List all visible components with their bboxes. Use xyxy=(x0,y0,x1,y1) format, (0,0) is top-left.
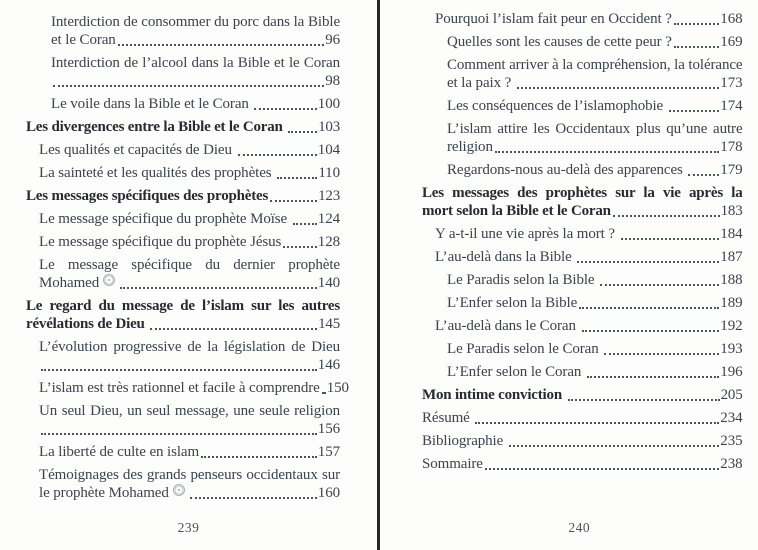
dot-leader xyxy=(277,164,317,179)
toc-entry-text: L’évolution progressive de la législation de Dieu xyxy=(39,339,340,355)
toc-entry xyxy=(447,271,743,289)
toc-entry-text: Un seul Dieu, un seul message, une seule religion xyxy=(39,403,340,419)
toc-entry-text: Le Paradis selon la Bible xyxy=(447,272,599,288)
toc-entry xyxy=(39,256,340,292)
toc-entry xyxy=(39,443,340,461)
dot-leader xyxy=(674,10,720,25)
dot-leader xyxy=(688,161,719,176)
dot-leader xyxy=(669,97,720,112)
toc-entry xyxy=(39,141,340,159)
toc-entry-text: Le Paradis selon le Coran xyxy=(447,341,603,357)
toc-entry-last-line xyxy=(422,409,743,427)
toc-entry xyxy=(447,294,743,312)
dot-leader xyxy=(613,202,720,217)
toc-entries-right xyxy=(422,10,743,473)
toc-entry-last-line xyxy=(422,386,743,404)
toc-entry-text: Bibliographie xyxy=(422,433,507,449)
toc-entry-last-line xyxy=(435,225,743,243)
toc-entry-last-line xyxy=(39,233,340,251)
toc-entry xyxy=(447,33,743,51)
toc-entry-text: Résumé xyxy=(422,410,474,426)
page-left xyxy=(0,0,377,550)
toc-entry-page-ref: 189 xyxy=(720,295,743,311)
toc-entry-page-ref: 128 xyxy=(317,234,340,250)
toc-entry xyxy=(26,118,340,136)
toc-entry xyxy=(51,13,340,49)
dot-leader xyxy=(238,141,317,156)
toc-entry xyxy=(435,225,743,243)
toc-entry-text: et le Coran xyxy=(51,32,116,48)
toc-entry-text: Témoignages des grands penseurs occidentaux sur xyxy=(39,467,340,483)
toc-entry-text: Pourquoi l’islam fait peur en Occident ? xyxy=(435,11,672,27)
toc-entry-last-line xyxy=(39,356,340,374)
toc-entry-last-line xyxy=(26,118,340,136)
toc-entry-text: Les messages des prophètes sur la vie après la xyxy=(422,185,743,201)
dot-leader xyxy=(201,443,317,458)
toc-entry-page-ref: 140 xyxy=(317,275,340,291)
dot-leader xyxy=(118,31,324,46)
page-number-right: 240 xyxy=(568,520,591,535)
toc-entry-text: Les qualités et capacités de Dieu xyxy=(39,142,236,158)
toc-entry-last-line xyxy=(447,97,743,115)
toc-entry-page-ref: 192 xyxy=(720,318,743,334)
toc-entry xyxy=(39,233,340,251)
toc-entry-page-ref: 188 xyxy=(720,272,743,288)
toc-entry-page-ref: 178 xyxy=(720,139,743,155)
toc-entry-last-line xyxy=(26,315,340,333)
toc-entry-page-ref: 100 xyxy=(317,96,340,112)
dot-leader xyxy=(475,409,719,424)
toc-entry-last-line xyxy=(39,164,340,182)
toc-entry-text: Sommaire xyxy=(422,456,483,472)
dot-leader xyxy=(293,210,317,225)
toc-entry-text: Comment arriver à la compréhension, la tolérance xyxy=(447,57,743,73)
toc-entry-text: La liberté de culte en islam xyxy=(39,444,200,460)
toc-entry-text: Regardons-nous au-delà des apparences xyxy=(447,162,687,178)
toc-entry-text: L’Enfer selon le Coran xyxy=(447,364,585,380)
toc-entry-last-line xyxy=(447,363,743,381)
toc-entry xyxy=(447,363,743,381)
toc-entry xyxy=(39,402,340,438)
dot-leader xyxy=(604,340,719,355)
pbuh-symbol-icon xyxy=(103,274,115,286)
toc-entry-page-ref: 169 xyxy=(720,34,743,50)
toc-entry xyxy=(435,10,743,28)
toc-entry-last-line xyxy=(447,74,743,92)
dot-leader xyxy=(568,386,720,401)
toc-entry xyxy=(422,409,743,427)
toc-entry-last-line xyxy=(39,141,340,159)
toc-entry-last-line xyxy=(39,274,340,292)
toc-entry xyxy=(39,379,349,397)
toc-entry-page-ref: 150 xyxy=(326,380,349,396)
toc-entry-text: Les conséquences de l’islamophobie xyxy=(447,98,667,114)
toc-entry xyxy=(39,164,340,182)
toc-entry-last-line xyxy=(422,202,743,220)
dot-leader xyxy=(288,118,317,133)
toc-entry-page-ref: 103 xyxy=(318,119,340,135)
toc-entry xyxy=(422,432,743,450)
toc-entry-text: mort selon la Bible et le Coran xyxy=(422,203,611,219)
dot-leader xyxy=(509,432,719,447)
toc-entry xyxy=(26,297,340,333)
toc-entry-last-line xyxy=(435,10,743,28)
toc-entry-text: Le regard du message de l’islam sur les autres xyxy=(26,298,340,314)
toc-entry-text: L’islam est très rationnel et facile à comprendre xyxy=(39,380,320,396)
toc-entry xyxy=(26,187,340,205)
toc-entry-text: Le message spécifique du prophète Jésus xyxy=(39,234,282,250)
toc-entry-text: L’Enfer selon la Bible xyxy=(447,295,578,311)
toc-entry xyxy=(447,161,743,179)
dot-leader xyxy=(587,363,719,378)
toc-entry-text: Le message spécifique du dernier prophète xyxy=(39,257,340,273)
toc-entry xyxy=(51,54,340,90)
toc-entry-last-line xyxy=(39,443,340,461)
dot-leader xyxy=(283,233,317,248)
toc-entry-last-line xyxy=(39,210,340,228)
dot-leader xyxy=(150,315,317,330)
toc-entry-page-ref: 123 xyxy=(318,188,340,204)
toc-entry-page-ref: 96 xyxy=(325,32,340,48)
pbuh-symbol-icon xyxy=(173,484,185,496)
dot-leader xyxy=(495,138,719,153)
toc-entry-page-ref: 174 xyxy=(720,98,743,114)
toc-entry-last-line xyxy=(447,271,743,289)
toc-entry-text: Y a-t-il une vie après la mort ? xyxy=(435,226,619,242)
toc-entry-text: La sainteté et les qualités des prophètes xyxy=(39,165,276,181)
toc-entry-page-ref: 124 xyxy=(317,211,340,227)
toc-entry-text: Quelles sont les causes de cette peur ? xyxy=(447,34,672,50)
toc-entry-page-ref: 179 xyxy=(720,162,743,178)
dot-leader xyxy=(579,294,719,309)
toc-entry-page-ref: 156 xyxy=(317,421,340,437)
dot-leader xyxy=(41,420,317,435)
toc-entry-page-ref: 238 xyxy=(720,456,743,472)
toc-entry xyxy=(447,120,743,156)
dot-leader xyxy=(53,72,324,87)
dot-leader xyxy=(600,271,719,286)
toc-entry-page-ref: 145 xyxy=(318,316,340,332)
toc-entry-page-ref: 160 xyxy=(317,485,340,501)
toc-entry-text: Le voile dans la Bible et le Coran xyxy=(51,96,253,112)
toc-entry xyxy=(447,97,743,115)
toc-entry-text: Mon intime conviction xyxy=(422,387,566,403)
toc-entry xyxy=(51,95,340,113)
toc-entry-page-ref: 110 xyxy=(318,165,340,181)
toc-entry-last-line xyxy=(435,248,743,266)
toc-entry-text: Mohamed xyxy=(39,275,100,291)
dot-leader xyxy=(322,379,326,394)
toc-entry-page-ref: 168 xyxy=(720,11,743,27)
toc-entry-text: le prophète Mohamed xyxy=(39,485,169,501)
toc-entry-text: L’islam attire les Occidentaux plus qu’une autre xyxy=(447,121,743,137)
toc-entry xyxy=(435,248,743,266)
toc-entry-last-line xyxy=(51,72,340,90)
toc-entry-last-line xyxy=(39,484,340,502)
toc-entry-page-ref: 187 xyxy=(720,249,743,265)
toc-entry-last-line xyxy=(447,294,743,312)
toc-entry-last-line xyxy=(447,33,743,51)
toc-entry-page-ref: 196 xyxy=(720,364,743,380)
toc-entry-page-ref: 234 xyxy=(720,410,743,426)
toc-entry-text: et la paix ? xyxy=(447,75,515,91)
dot-leader xyxy=(254,95,316,110)
dot-leader xyxy=(41,356,317,371)
dot-leader xyxy=(582,317,720,332)
toc-entry-text: Les messages spécifiques des prophètes xyxy=(26,188,269,204)
toc-entry-last-line xyxy=(447,161,743,179)
dot-leader xyxy=(120,274,317,289)
toc-entry-page-ref: 157 xyxy=(317,444,340,460)
dot-leader xyxy=(621,225,720,240)
toc-entry-page-ref: 184 xyxy=(720,226,743,242)
toc-entry-last-line xyxy=(39,379,349,397)
toc-entry-last-line xyxy=(422,455,743,473)
toc-entry-text: religion xyxy=(447,139,493,155)
toc-entry-last-line xyxy=(51,31,340,49)
toc-entries-left xyxy=(26,13,349,502)
toc-entry-text: Interdiction de consommer du porc dans la Bible xyxy=(51,14,340,30)
dot-leader xyxy=(577,248,719,263)
toc-entry xyxy=(422,455,743,473)
toc-entry-page-ref: 173 xyxy=(720,75,743,91)
dot-leader xyxy=(674,33,720,48)
toc-entry-last-line xyxy=(435,317,743,335)
toc-entry xyxy=(447,340,743,358)
toc-entry xyxy=(422,386,743,404)
toc-entry-text: Les divergences entre la Bible et le Coran xyxy=(26,119,287,135)
dot-leader xyxy=(190,484,317,499)
toc-entry-text: L’au-delà dans le Coran xyxy=(435,318,580,334)
toc-entry xyxy=(422,184,743,220)
toc-entry-page-ref: 205 xyxy=(720,387,743,403)
page-number-left: 239 xyxy=(177,520,200,535)
toc-entry-page-ref: 183 xyxy=(720,203,743,219)
toc-entry-page-ref: 235 xyxy=(720,433,743,449)
toc-entry-last-line xyxy=(447,138,743,156)
page-right xyxy=(380,0,758,550)
toc-entry xyxy=(39,210,340,228)
toc-entry xyxy=(435,317,743,335)
toc-entry-text: Interdiction de l’alcool dans la Bible et le Coran xyxy=(51,55,340,71)
toc-entry-text: L’au-delà dans la Bible xyxy=(435,249,576,265)
toc-entry-text: révélations de Dieu xyxy=(26,316,149,332)
toc-entry xyxy=(39,338,340,374)
toc-entry xyxy=(39,466,340,502)
toc-entry-page-ref: 193 xyxy=(720,341,743,357)
dot-leader xyxy=(485,455,719,470)
toc-entry-page-ref: 98 xyxy=(325,73,340,89)
toc-entry-page-ref: 146 xyxy=(317,357,340,373)
dot-leader xyxy=(517,74,719,89)
toc-entry-last-line xyxy=(447,340,743,358)
toc-entry-last-line xyxy=(422,432,743,450)
toc-entry-page-ref: 104 xyxy=(317,142,340,158)
dot-leader xyxy=(270,187,317,202)
toc-entry-last-line xyxy=(26,187,340,205)
toc-entry xyxy=(447,56,743,92)
toc-entry-text: Le message spécifique du prophète Moïse xyxy=(39,211,291,227)
toc-entry-last-line xyxy=(39,420,340,438)
toc-entry-last-line xyxy=(51,95,340,113)
